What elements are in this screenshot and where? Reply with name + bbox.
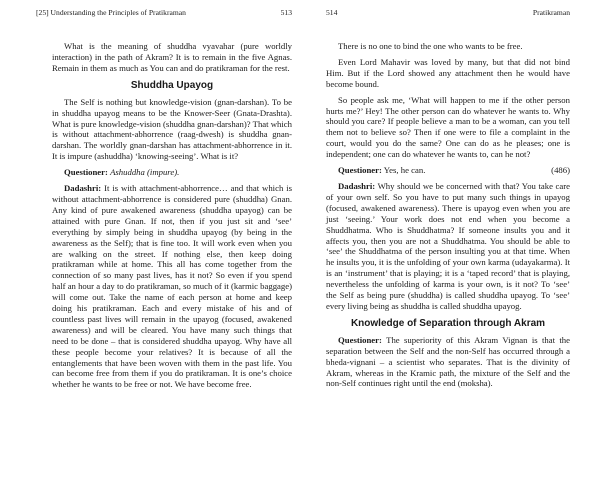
speaker-label: Questioner: (338, 165, 382, 176)
paragraph: What is the meaning of shuddha vyavahar (pure worldly interaction) in the path of Akram? It is to remain in the five Agnas. Remain in them as much as You can and do pratikraman for the rest. (52, 41, 292, 73)
right-page-header (326, 8, 570, 18)
dadashri-paragraph (326, 181, 570, 312)
paragraph: Even Lord Mahavir was loved by many, but that did not bind Him. But if the Lord showed any attachment then he would have become bound. (326, 56, 570, 89)
right-page (326, 0, 570, 484)
dadashri-paragraph (52, 183, 292, 390)
left-page-body (52, 41, 292, 395)
right-running-title: Pratikraman (532, 8, 570, 17)
left-page-header (36, 8, 292, 18)
right-page-body (326, 41, 570, 394)
speaker-label: Questioner: (64, 167, 108, 178)
section-heading: Shuddha Upayog (130, 79, 214, 91)
speaker-label: Dadashri: (338, 180, 376, 191)
speaker-label: Questioner: (338, 334, 382, 345)
left-page-number: 513 (280, 8, 292, 17)
question-number: (486) (551, 165, 570, 176)
dialogue-text: Why should we be concerned with that? You take care of your own self. So you have to put many such things in upayog (focused, awakened awareness). There is upayog even when you are just ‘seeing.’ Your work does not end when you become a Shuddhatma. Who is Shuddhatma? If someone insults you and it affects you, then you are not a Shuddhatma. You should be able to ‘see’ the Shuddhatma of the person insulting you at that time. When he insults you, it is the unfolding of your own karma (udayakarma). It is an ‘instrument’ that is playing; it is a ‘taped record’ that is playing, nevertheless the unfolding of karma is your own, is it not? To ‘see’ the Self as being pure (shuddha) is called shuddha upayog. To ‘see’ every living being as shuddha is called shuddha upayog. (326, 180, 571, 311)
questioner-line (326, 165, 570, 176)
section-heading: Knowledge of Separation through Akram (350, 317, 546, 329)
left-page (36, 0, 293, 484)
paragraph: So people ask me, ‘What will happen to me if the other person hurts me?’ Hey! The other person can do whatever he wants to. Why should you care? If people believe a man to be a woman, can you tell them not to believe so? Then if one were to file a complaint in the court, would you do the same? One can do as he pleases; one is independent; one can do whatever he wants to, can he not? (326, 94, 570, 160)
speaker-label: Dadashri: (64, 183, 102, 194)
paragraph: The Self is nothing but knowledge-vision (gnan-darshan). To be in shuddha upayog means to be the Knower-Seer (Gnata-Drashta). What is pure knowledge-vision (shuddha gnan-darshan)? That which is without attachment-abhorrence (raag-dwesh) is shuddha gnan-darshan. The worldly gnan-darshan has attachment-abhorrence in it. It is impure (ashuddha) ‘knowing-seeing’. What is it? (52, 96, 292, 162)
paragraph: There is no one to bind the one who wants to be free. (338, 41, 523, 51)
dialogue-text: The superiority of this Akram Vignan is that the separation between the Self and the non-Self has occurred through a bheda-vignani – a scientist who separates. That is the divinity of Akram, whereas in the Kramic path, the mixture of the Self and the non-Self continues right until the end (moksha). (326, 334, 570, 389)
dialogue-text: It is with attachment-abhorrence… and that which is without attachment-abhorrence is considered pure (shuddha) Gnan. Any kind of pure awakened awareness (shuddha upayog) can be attained with pure Gnan. If not, then if you just sit and ‘see’ everything by simply being in shuddha upayog (by being in the awareness as the Self); that is fine too. It will work even when you are walking on the street. If nothing else, then keep doing pratikraman while at home. This all has come together from the connection of so many past lives, has it not? So even if you spend half an hour a day to do pratikraman, so much of it (karmic baggage) will come out. Take the name of each person at home and keep doing his pratikraman. Each and every mistake of his and of countless past lives will remain in the upayog (focused, awakened awareness) and will be cleared. You have many such things that need to be done – that is considered shuddha upayog. Why have all these people become your relatives? It is because of all the entanglements that have been woven with them in the past life. You can become free from them if you do pratikraman. It is one’s choice whether he wants to be free or not. We have become free. (52, 183, 293, 390)
questioner-paragraph (326, 335, 570, 390)
questioner-line (52, 167, 292, 178)
right-page-number: 514 (326, 8, 338, 17)
dialogue-text: Yes, he can. (383, 165, 426, 176)
left-running-title: [25] Understanding the Principles of Pratikraman (36, 8, 186, 17)
dialogue-text: Ashuddha (impure). (110, 167, 180, 178)
